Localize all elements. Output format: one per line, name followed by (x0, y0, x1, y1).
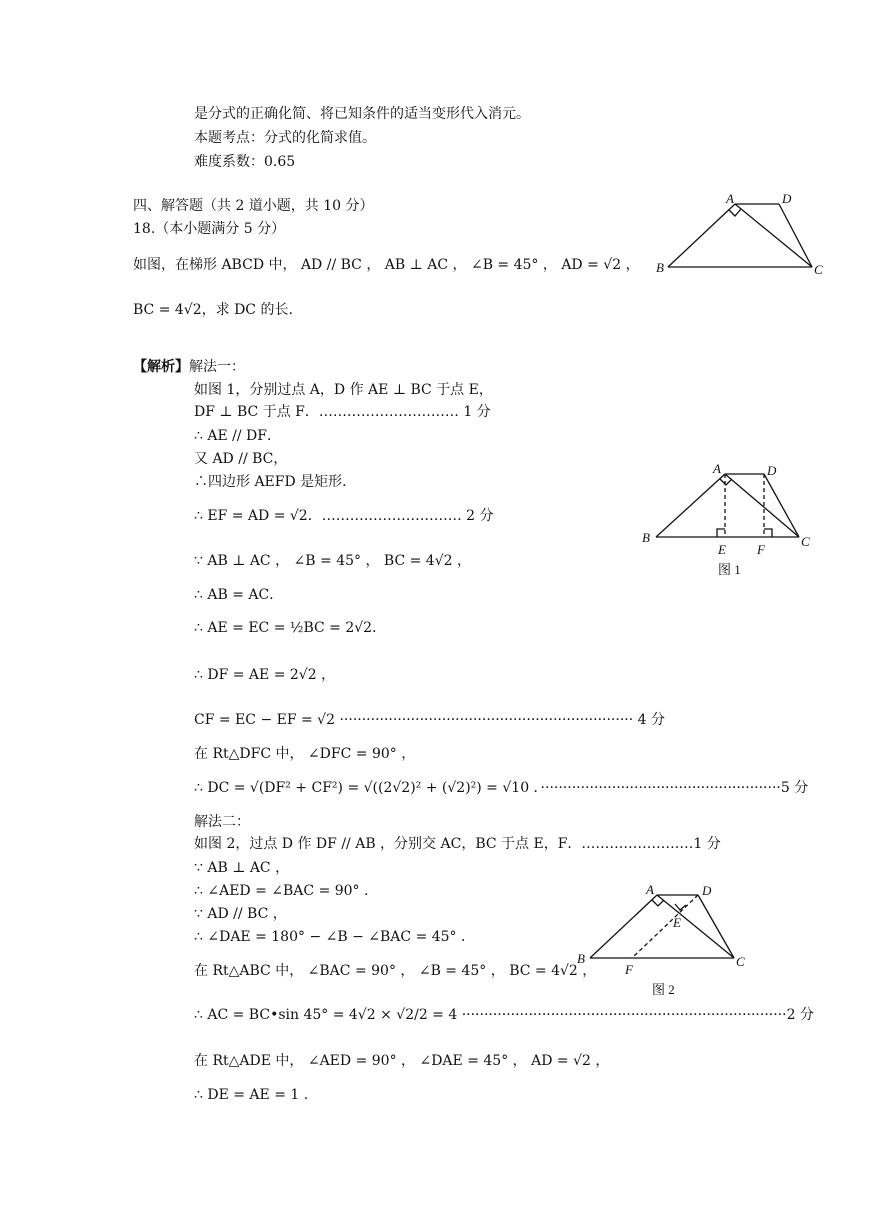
difficulty-line: 难度系数：0.65 (194, 154, 296, 170)
m1-line-12: 在 Rt△DFC 中， ∠DFC = 90° ， (194, 746, 416, 762)
fig2-caption: 图 2 (652, 982, 675, 997)
fig1-label-B: B (642, 530, 650, 545)
fig2-label-F: F (625, 962, 633, 977)
m2-line-1: 如图 2，过点 D 作 DF // AB ，分别交 AC，BC 于点 E，F．……………………1 分 (194, 836, 721, 852)
section-heading: 四、解答题（共 2 道小题，共 10 分） (133, 198, 374, 214)
label-B: B (656, 260, 664, 275)
topic-line: 本题考点：分式的化简求值。 (194, 130, 376, 146)
m1-line-4: 又 AD // BC， (194, 451, 288, 467)
fig2-label-B: B (577, 951, 585, 966)
m1-line-5: ∴四边形 AEFD 是矩形. (194, 474, 347, 490)
m2-line-4: ∵ AD // BC ， (194, 906, 287, 922)
figure-2 (572, 880, 762, 1002)
fig1-label-A: A (713, 461, 721, 476)
m2-line-6: 在 Rt△ABC 中， ∠BAC = 90° ， ∠B = 45° ， BC = 4√2 ， (194, 963, 597, 979)
m1-line-11: CF = EC − EF = √2 ·································································· 4 分 (194, 712, 665, 728)
fig1-label-C: C (801, 534, 810, 549)
m1-line-13: ∴ DC = √(DF² + CF²) = √((2√2)² + (√2)²) = √10 ．······················································5 分 (194, 780, 809, 796)
m2-line-8: 在 Rt△ADE 中， ∠AED = 90° ， ∠DAE = 45° ， AD = √2 ， (194, 1053, 610, 1069)
label-C: C (814, 262, 823, 277)
m2-line-9: ∴ DE = AE = 1 . (194, 1087, 309, 1103)
problem-statement-2: BC = 4√2，求 DC 的长. (133, 302, 293, 318)
solution-header (133, 358, 245, 376)
label-D: D (782, 191, 792, 206)
m2-line-7: ∴ AC = BC•sin 45° = 4√2 × √2/2 = 4 ·········································································2 分 (194, 1007, 814, 1023)
solution-tag: 【解析】 (133, 359, 189, 375)
m1-line-8: ∴ AB = AC． (194, 587, 284, 603)
m2-line-3: ∴ ∠AED = ∠BAC = 90° . (194, 883, 369, 899)
fig1-label-F: F (757, 542, 765, 557)
m1-line-6: ∴ EF = AD = √2．………………………… 2 分 (194, 508, 494, 524)
trapezoid-figure (650, 188, 830, 280)
fig2-label-A: A (646, 882, 654, 897)
fig1-label-E: E (718, 542, 726, 557)
fig1-caption: 图 1 (718, 562, 741, 577)
figure-1 (636, 458, 826, 584)
label-A: A (726, 191, 734, 206)
continuation-line: 是分式的正确化简、将已知条件的适当变形代入消元。 (194, 106, 530, 122)
m1-line-2: DF ⊥ BC 于点 F．………………………… 1 分 (194, 404, 491, 420)
method2-label: 解法二： (194, 814, 250, 830)
m1-line-7: ∵ AB ⊥ AC ， ∠B = 45° ， BC = 4√2 ， (194, 553, 471, 569)
m1-line-3: ∴ AE // DF． (194, 428, 281, 444)
m1-line-10: ∴ DF = AE = 2√2 ， (194, 667, 336, 683)
fig2-label-C: C (736, 954, 745, 969)
m2-line-5: ∴ ∠DAE = 180° − ∠B − ∠BAC = 45° ． (194, 929, 476, 945)
fig2-label-E: E (673, 915, 681, 930)
m2-line-2: ∵ AB ⊥ AC ， (194, 860, 290, 876)
fig1-label-D: D (767, 463, 777, 478)
method1-label: 解法一： (189, 359, 245, 375)
m1-line-9: ∴ AE = EC = ½BC = 2√2． (194, 620, 387, 636)
problem-statement-1: 如图，在梯形 ABCD 中， AD // BC ， AB ⊥ AC ， ∠B = 45° ， AD = √2 ， (133, 257, 640, 273)
problem-number: 18.（本小题满分 5 分） (133, 221, 286, 237)
m1-line-1: 如图 1，分别过点 A，D 作 AE ⊥ BC 于点 E， (194, 382, 493, 398)
fig2-label-D: D (702, 883, 712, 898)
